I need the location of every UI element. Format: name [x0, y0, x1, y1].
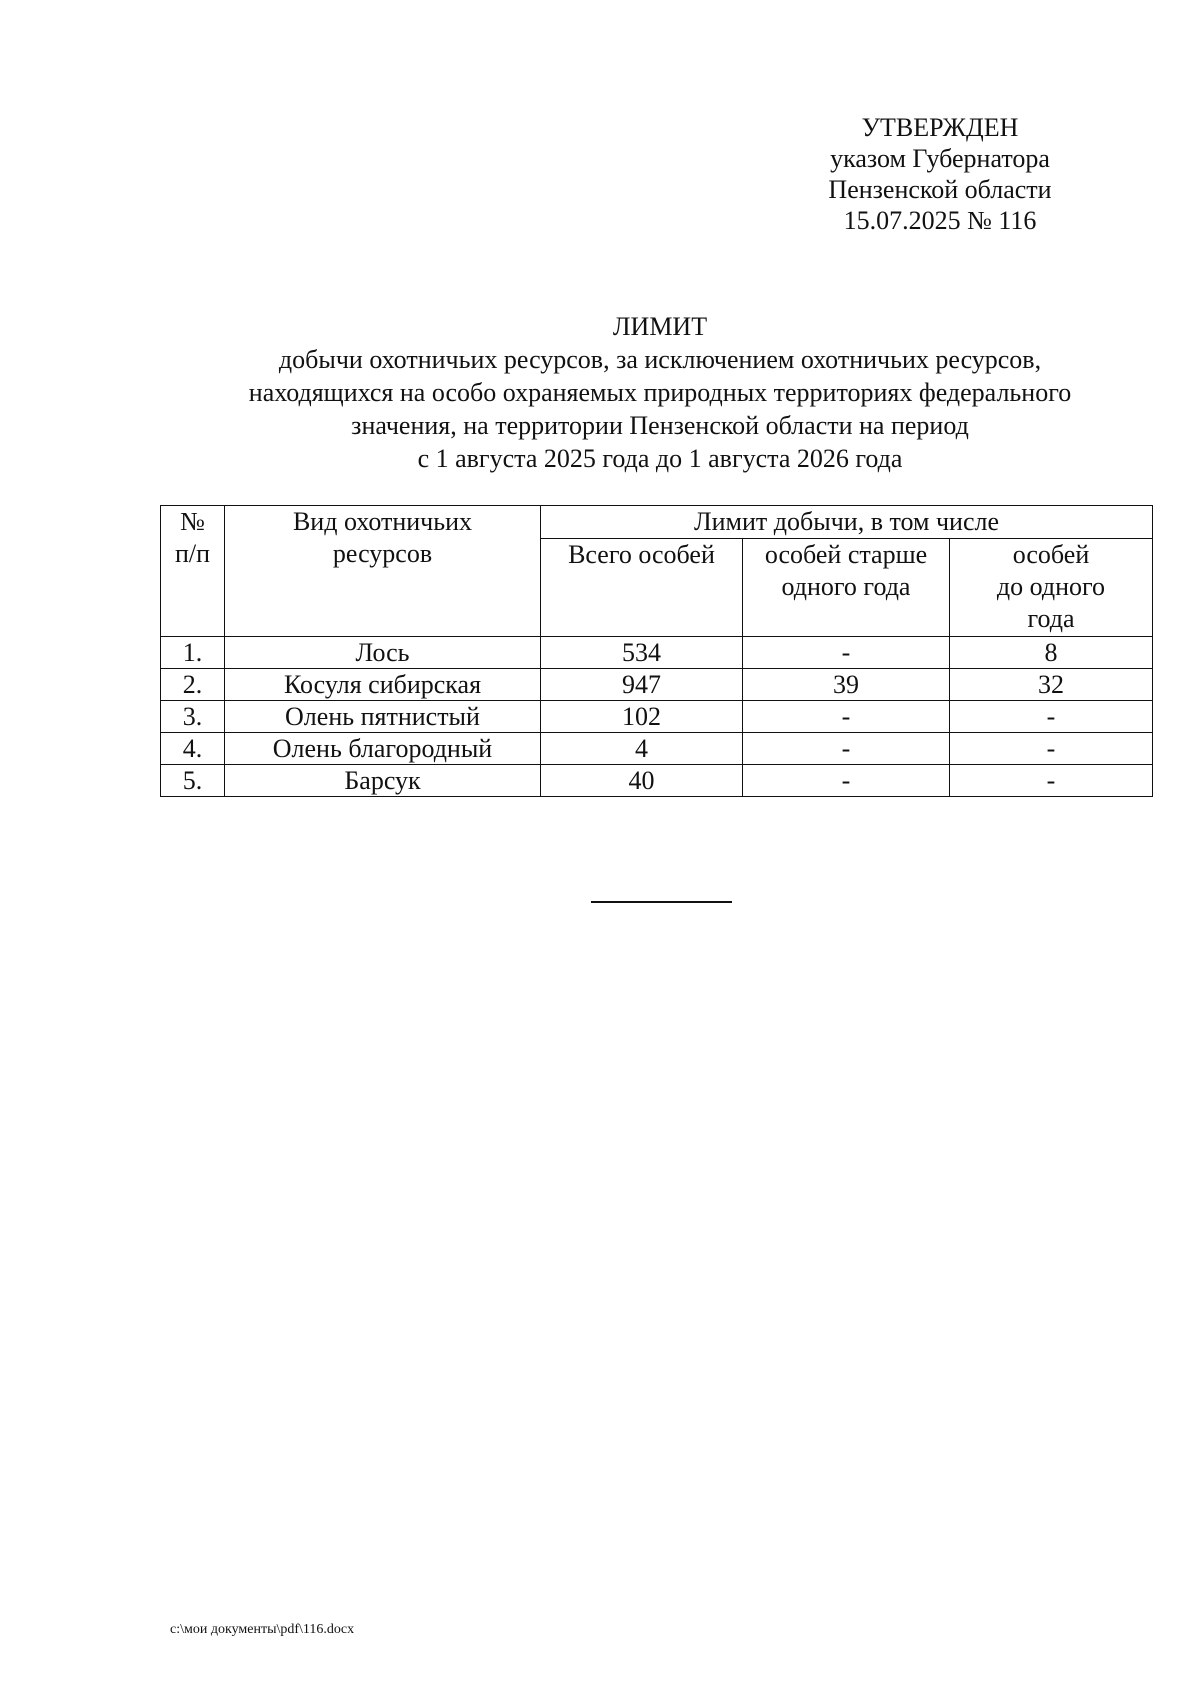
approval-authority: указом Губернатора	[830, 144, 1050, 173]
footer-file-path: c:\мои документы\pdf\116.docx	[170, 1622, 355, 1637]
row-older: 39	[743, 669, 950, 701]
header-species	[225, 506, 541, 637]
row-species: Олень благородный	[225, 733, 541, 765]
row-species: Олень пятнистый	[225, 701, 541, 733]
approval-date-number: 15.07.2025 № 116	[843, 206, 1037, 235]
row-number: 4.	[161, 733, 225, 765]
row-younger: -	[950, 733, 1153, 765]
end-separator-line	[591, 901, 732, 903]
table-row	[161, 637, 1153, 669]
title-line-4: с 1 августа 2025 года до 1 августа 2026 года	[417, 444, 903, 473]
table-row	[161, 701, 1153, 733]
header-younger-line-1: особей	[1012, 540, 1090, 569]
title-line-2: находящихся на особо охраняемых природных территориях федерального	[248, 378, 1072, 407]
row-younger: -	[950, 765, 1153, 797]
header-younger	[950, 539, 1153, 637]
row-total: 947	[541, 669, 743, 701]
header-limit-group: Лимит добычи, в том числе	[541, 506, 1153, 539]
header-number-line-1: №	[180, 507, 205, 536]
row-older: -	[743, 637, 950, 669]
approval-stamp	[760, 112, 1120, 236]
row-older: -	[743, 733, 950, 765]
row-older: -	[743, 765, 950, 797]
table-header-row	[161, 506, 1153, 539]
header-number-line-2: п/п	[174, 539, 211, 568]
header-older-line-2: одного года	[781, 572, 911, 601]
row-number: 5.	[161, 765, 225, 797]
row-younger: 8	[950, 637, 1153, 669]
header-species-line-2: ресурсов	[332, 539, 433, 568]
title-heading: ЛИМИТ	[612, 312, 708, 341]
header-older	[743, 539, 950, 637]
row-species: Барсук	[225, 765, 541, 797]
row-younger: 32	[950, 669, 1153, 701]
table-row	[161, 765, 1153, 797]
row-number: 1.	[161, 637, 225, 669]
header-total: Всего особей	[541, 539, 743, 637]
row-older: -	[743, 701, 950, 733]
row-total: 534	[541, 637, 743, 669]
title-line-1: добычи охотничьих ресурсов, за исключением охотничьих ресурсов,	[278, 345, 1042, 374]
row-species: Косуля сибирская	[225, 669, 541, 701]
row-species: Лось	[225, 637, 541, 669]
title-line-3: значения, на территории Пензенской области на период	[351, 411, 969, 440]
row-total: 40	[541, 765, 743, 797]
approval-region: Пензенской области	[828, 175, 1052, 204]
row-number: 3.	[161, 701, 225, 733]
row-number: 2.	[161, 669, 225, 701]
row-total: 102	[541, 701, 743, 733]
row-total: 4	[541, 733, 743, 765]
header-older-line-1: особей старше	[764, 540, 928, 569]
header-younger-line-3: года	[1027, 604, 1075, 633]
header-number	[161, 506, 225, 637]
table-row	[161, 733, 1153, 765]
limits-table	[160, 505, 1153, 797]
approval-status: УТВЕРЖДЕН	[861, 113, 1019, 142]
document-title	[150, 310, 1170, 475]
row-younger: -	[950, 701, 1153, 733]
header-species-line-1: Вид охотничьих	[292, 507, 473, 536]
table-row	[161, 669, 1153, 701]
header-younger-line-2: до одного	[996, 572, 1106, 601]
